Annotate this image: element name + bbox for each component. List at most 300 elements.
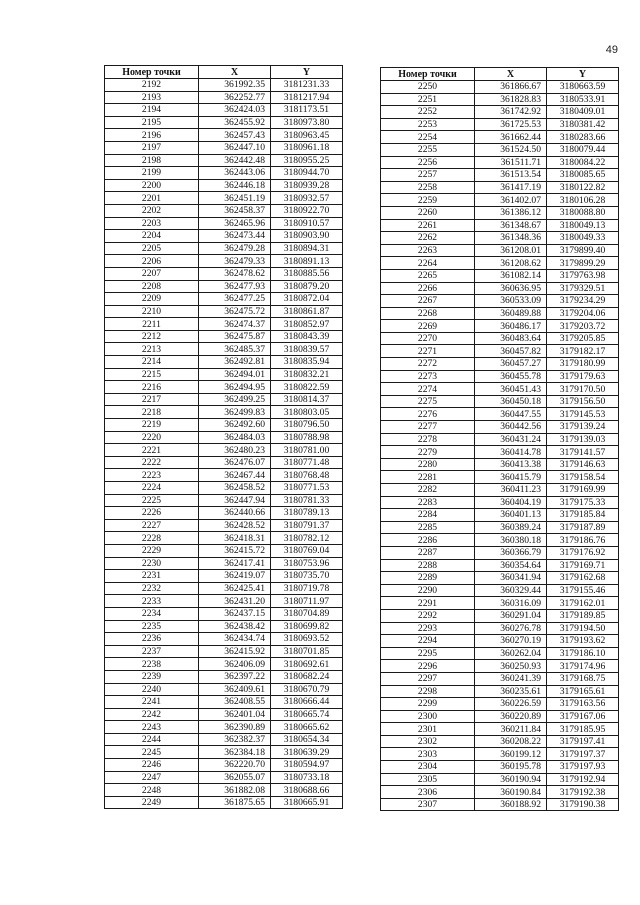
x-coordinate-cell: 362434.74 xyxy=(199,633,271,646)
x-coordinate-cell: 362467.44 xyxy=(199,469,271,482)
point-number-cell: 2282 xyxy=(381,484,475,497)
y-coordinate-cell: 3180822.59 xyxy=(271,381,343,394)
point-number-cell: 2294 xyxy=(381,635,475,648)
y-coordinate-cell: 3179162.68 xyxy=(547,572,619,585)
column-header-point: Номер точки xyxy=(381,68,475,81)
y-coordinate-cell: 3181173.51 xyxy=(271,104,343,117)
y-coordinate-cell: 3179163.56 xyxy=(547,698,619,711)
table-row xyxy=(381,383,619,396)
table-row xyxy=(381,798,619,811)
y-coordinate-cell: 3179176.92 xyxy=(547,546,619,559)
point-number-cell: 2265 xyxy=(381,269,475,282)
point-number-cell: 2231 xyxy=(105,570,199,583)
table-row xyxy=(105,582,343,595)
point-number-cell: 2288 xyxy=(381,559,475,572)
point-number-cell: 2195 xyxy=(105,116,199,129)
y-coordinate-cell: 3180735.70 xyxy=(271,570,343,583)
table-row xyxy=(105,293,343,306)
x-coordinate-cell: 362417.41 xyxy=(199,557,271,570)
table-row xyxy=(381,471,619,484)
x-coordinate-cell: 360270.19 xyxy=(475,635,547,648)
point-number-cell: 2267 xyxy=(381,295,475,308)
y-coordinate-cell: 3180688.66 xyxy=(271,784,343,797)
y-coordinate-cell: 3180699.82 xyxy=(271,620,343,633)
point-number-cell: 2234 xyxy=(105,607,199,620)
table-row xyxy=(105,343,343,356)
x-coordinate-cell: 360389.24 xyxy=(475,521,547,534)
table-row xyxy=(381,320,619,333)
table-row xyxy=(381,131,619,144)
table-row xyxy=(381,433,619,446)
y-coordinate-cell: 3180753.96 xyxy=(271,557,343,570)
point-number-cell: 2233 xyxy=(105,595,199,608)
point-number-cell: 2209 xyxy=(105,293,199,306)
table-row xyxy=(105,670,343,683)
y-coordinate-cell: 3180803.05 xyxy=(271,406,343,419)
x-coordinate-cell: 362443.06 xyxy=(199,167,271,180)
y-coordinate-cell: 3180666.44 xyxy=(271,696,343,709)
x-coordinate-cell: 361402.07 xyxy=(475,194,547,207)
x-coordinate-cell: 362438.42 xyxy=(199,620,271,633)
y-coordinate-cell: 3180771.53 xyxy=(271,482,343,495)
table-row xyxy=(381,408,619,421)
x-coordinate-cell: 360457.82 xyxy=(475,345,547,358)
x-coordinate-cell: 361742.92 xyxy=(475,106,547,119)
y-coordinate-cell: 3180903.90 xyxy=(271,230,343,243)
x-coordinate-cell: 362446.18 xyxy=(199,179,271,192)
y-coordinate-cell: 3179156.50 xyxy=(547,395,619,408)
table-row xyxy=(105,330,343,343)
y-coordinate-cell: 3180692.61 xyxy=(271,658,343,671)
table-row xyxy=(381,169,619,182)
x-coordinate-cell: 360450.18 xyxy=(475,395,547,408)
point-number-cell: 2224 xyxy=(105,482,199,495)
point-number-cell: 2275 xyxy=(381,395,475,408)
x-coordinate-cell: 362480.23 xyxy=(199,444,271,457)
y-coordinate-cell: 3180782.12 xyxy=(271,532,343,545)
x-coordinate-cell: 360533.09 xyxy=(475,295,547,308)
x-coordinate-cell: 362479.33 xyxy=(199,255,271,268)
table-row xyxy=(105,708,343,721)
y-coordinate-cell: 3180894.31 xyxy=(271,242,343,255)
page-number: 49 xyxy=(605,44,618,56)
table-row xyxy=(381,332,619,345)
point-number-cell: 2251 xyxy=(381,93,475,106)
y-coordinate-cell: 3180932.57 xyxy=(271,192,343,205)
point-number-cell: 2260 xyxy=(381,206,475,219)
x-coordinate-cell: 360241.39 xyxy=(475,672,547,685)
x-coordinate-cell: 360291.04 xyxy=(475,609,547,622)
table-row xyxy=(105,129,343,142)
point-number-cell: 2298 xyxy=(381,685,475,698)
x-coordinate-cell: 362479.28 xyxy=(199,242,271,255)
x-coordinate-cell: 362425.41 xyxy=(199,582,271,595)
table-row xyxy=(105,192,343,205)
x-coordinate-cell: 362447.94 xyxy=(199,494,271,507)
table-row xyxy=(105,154,343,167)
x-coordinate-cell: 362494.01 xyxy=(199,368,271,381)
x-coordinate-cell: 360415.79 xyxy=(475,471,547,484)
x-coordinate-cell: 362492.60 xyxy=(199,419,271,432)
y-coordinate-cell: 3180872.04 xyxy=(271,293,343,306)
y-coordinate-cell: 3179192.94 xyxy=(547,773,619,786)
x-coordinate-cell: 362458.37 xyxy=(199,204,271,217)
point-number-cell: 2261 xyxy=(381,219,475,232)
x-coordinate-cell: 360220.89 xyxy=(475,710,547,723)
point-number-cell: 2272 xyxy=(381,358,475,371)
point-number-cell: 2297 xyxy=(381,672,475,685)
y-coordinate-cell: 3180781.00 xyxy=(271,444,343,457)
y-coordinate-cell: 3180796.50 xyxy=(271,419,343,432)
x-coordinate-cell: 361348.36 xyxy=(475,232,547,245)
table-row xyxy=(381,206,619,219)
y-coordinate-cell: 3179186.10 xyxy=(547,647,619,660)
table-row xyxy=(381,546,619,559)
table-row xyxy=(105,141,343,154)
table-row xyxy=(381,395,619,408)
x-coordinate-cell: 362415.92 xyxy=(199,645,271,658)
point-number-cell: 2202 xyxy=(105,204,199,217)
x-coordinate-cell: 362492.81 xyxy=(199,356,271,369)
y-coordinate-cell: 3179175.33 xyxy=(547,496,619,509)
point-number-cell: 2205 xyxy=(105,242,199,255)
x-coordinate-cell: 362055.07 xyxy=(199,771,271,784)
table-row xyxy=(105,784,343,797)
table-row xyxy=(105,570,343,583)
table-row xyxy=(105,544,343,557)
y-coordinate-cell: 3179197.41 xyxy=(547,735,619,748)
point-number-cell: 2303 xyxy=(381,748,475,761)
table-row xyxy=(105,507,343,520)
point-number-cell: 2239 xyxy=(105,670,199,683)
x-coordinate-cell: 362408.55 xyxy=(199,696,271,709)
y-coordinate-cell: 3180922.70 xyxy=(271,204,343,217)
x-coordinate-cell: 360316.09 xyxy=(475,597,547,610)
point-number-cell: 2241 xyxy=(105,696,199,709)
y-coordinate-cell: 3179158.54 xyxy=(547,471,619,484)
point-number-cell: 2252 xyxy=(381,106,475,119)
point-number-cell: 2306 xyxy=(381,786,475,799)
point-number-cell: 2263 xyxy=(381,244,475,257)
x-coordinate-cell: 362499.83 xyxy=(199,406,271,419)
x-coordinate-cell: 361992.35 xyxy=(199,79,271,92)
x-coordinate-cell: 360483.64 xyxy=(475,332,547,345)
point-number-cell: 2194 xyxy=(105,104,199,117)
y-coordinate-cell: 3180769.04 xyxy=(271,544,343,557)
point-number-cell: 2296 xyxy=(381,660,475,673)
y-coordinate-cell: 3180682.24 xyxy=(271,670,343,683)
table-row xyxy=(105,633,343,646)
y-coordinate-cell: 3179169.71 xyxy=(547,559,619,572)
table-row xyxy=(381,194,619,207)
point-number-cell: 2211 xyxy=(105,318,199,331)
x-coordinate-cell: 362220.70 xyxy=(199,759,271,772)
y-coordinate-cell: 3180832.21 xyxy=(271,368,343,381)
y-coordinate-cell: 3179168.75 xyxy=(547,672,619,685)
y-coordinate-cell: 3179170.50 xyxy=(547,383,619,396)
point-number-cell: 2273 xyxy=(381,370,475,383)
y-coordinate-cell: 3180768.48 xyxy=(271,469,343,482)
x-coordinate-cell: 360486.17 xyxy=(475,320,547,333)
x-coordinate-cell: 362252.77 xyxy=(199,91,271,104)
point-number-cell: 2245 xyxy=(105,746,199,759)
y-coordinate-cell: 3180693.52 xyxy=(271,633,343,646)
table-row xyxy=(381,156,619,169)
table-header-row xyxy=(105,66,343,79)
table-row xyxy=(381,307,619,320)
y-coordinate-cell: 3180814.37 xyxy=(271,393,343,406)
x-coordinate-cell: 360442.56 xyxy=(475,421,547,434)
table-row xyxy=(105,494,343,507)
table-row xyxy=(105,318,343,331)
table-row xyxy=(105,431,343,444)
x-coordinate-cell: 362494.95 xyxy=(199,381,271,394)
table-row xyxy=(105,104,343,117)
point-number-cell: 2246 xyxy=(105,759,199,772)
point-number-cell: 2304 xyxy=(381,761,475,774)
point-number-cell: 2300 xyxy=(381,710,475,723)
point-number-cell: 2220 xyxy=(105,431,199,444)
table-row xyxy=(105,519,343,532)
y-coordinate-cell: 3179162.01 xyxy=(547,597,619,610)
x-coordinate-cell: 362424.03 xyxy=(199,104,271,117)
point-number-cell: 2199 xyxy=(105,167,199,180)
y-coordinate-cell: 3180084.22 xyxy=(547,156,619,169)
table-row xyxy=(105,444,343,457)
x-coordinate-cell: 362415.72 xyxy=(199,544,271,557)
y-coordinate-cell: 3180939.28 xyxy=(271,179,343,192)
y-coordinate-cell: 3179167.06 xyxy=(547,710,619,723)
x-coordinate-cell: 362442.48 xyxy=(199,154,271,167)
table-row xyxy=(105,456,343,469)
point-number-cell: 2255 xyxy=(381,143,475,156)
y-coordinate-cell: 3180085.65 xyxy=(547,169,619,182)
x-coordinate-cell: 361513.54 xyxy=(475,169,547,182)
table-row xyxy=(381,723,619,736)
y-coordinate-cell: 3180533.91 xyxy=(547,93,619,106)
table-row xyxy=(381,509,619,522)
y-coordinate-cell: 3180843.39 xyxy=(271,330,343,343)
table-row xyxy=(381,685,619,698)
point-number-cell: 2269 xyxy=(381,320,475,333)
table-row xyxy=(105,406,343,419)
x-coordinate-cell: 362476.07 xyxy=(199,456,271,469)
x-coordinate-cell: 360636.95 xyxy=(475,282,547,295)
table-row xyxy=(381,698,619,711)
y-coordinate-cell: 3180670.79 xyxy=(271,683,343,696)
x-coordinate-cell: 362499.25 xyxy=(199,393,271,406)
y-coordinate-cell: 3181217.94 xyxy=(271,91,343,104)
x-coordinate-cell: 360366.79 xyxy=(475,546,547,559)
y-coordinate-cell: 3180973.80 xyxy=(271,116,343,129)
y-coordinate-cell: 3180122.82 xyxy=(547,181,619,194)
point-number-cell: 2257 xyxy=(381,169,475,182)
table-row xyxy=(381,660,619,673)
table-row xyxy=(105,267,343,280)
table-row xyxy=(381,622,619,635)
point-number-cell: 2301 xyxy=(381,723,475,736)
y-coordinate-cell: 3179146.63 xyxy=(547,458,619,471)
x-coordinate-cell: 362384.18 xyxy=(199,746,271,759)
point-number-cell: 2237 xyxy=(105,645,199,658)
table-row xyxy=(105,179,343,192)
table-row xyxy=(381,761,619,774)
y-coordinate-cell: 3180771.48 xyxy=(271,456,343,469)
y-coordinate-cell: 3179141.57 xyxy=(547,446,619,459)
table-row xyxy=(381,521,619,534)
table-row xyxy=(381,559,619,572)
point-number-cell: 2206 xyxy=(105,255,199,268)
x-coordinate-cell: 360188.92 xyxy=(475,798,547,811)
point-number-cell: 2280 xyxy=(381,458,475,471)
table-row xyxy=(381,295,619,308)
table-row xyxy=(381,106,619,119)
x-coordinate-cell: 361386.12 xyxy=(475,206,547,219)
point-number-cell: 2213 xyxy=(105,343,199,356)
y-coordinate-cell: 3179194.50 xyxy=(547,622,619,635)
point-number-cell: 2219 xyxy=(105,419,199,432)
y-coordinate-cell: 3179197.93 xyxy=(547,761,619,774)
point-number-cell: 2270 xyxy=(381,332,475,345)
x-coordinate-cell: 362465.96 xyxy=(199,217,271,230)
y-coordinate-cell: 3179899.40 xyxy=(547,244,619,257)
table-row xyxy=(381,534,619,547)
table-row xyxy=(105,305,343,318)
point-number-cell: 2192 xyxy=(105,79,199,92)
x-coordinate-cell: 362457.43 xyxy=(199,129,271,142)
y-coordinate-cell: 3179169.99 xyxy=(547,484,619,497)
point-number-cell: 2225 xyxy=(105,494,199,507)
x-coordinate-cell: 360457.27 xyxy=(475,358,547,371)
y-coordinate-cell: 3179193.62 xyxy=(547,635,619,648)
point-number-cell: 2258 xyxy=(381,181,475,194)
table-row xyxy=(381,118,619,131)
point-number-cell: 2307 xyxy=(381,798,475,811)
coordinates-table-right xyxy=(380,67,619,811)
x-coordinate-cell: 362397.22 xyxy=(199,670,271,683)
point-number-cell: 2254 xyxy=(381,131,475,144)
point-number-cell: 2198 xyxy=(105,154,199,167)
x-coordinate-cell: 362409.61 xyxy=(199,683,271,696)
x-coordinate-cell: 360190.94 xyxy=(475,773,547,786)
point-number-cell: 2248 xyxy=(105,784,199,797)
point-number-cell: 2268 xyxy=(381,307,475,320)
x-coordinate-cell: 362431.20 xyxy=(199,595,271,608)
table-row xyxy=(381,597,619,610)
y-coordinate-cell: 3180049.33 xyxy=(547,232,619,245)
y-coordinate-cell: 3179180.99 xyxy=(547,358,619,371)
point-number-cell: 2299 xyxy=(381,698,475,711)
x-coordinate-cell: 361082.14 xyxy=(475,269,547,282)
y-coordinate-cell: 3180381.42 xyxy=(547,118,619,131)
table-row xyxy=(381,93,619,106)
y-coordinate-cell: 3180049.13 xyxy=(547,219,619,232)
y-coordinate-cell: 3179185.95 xyxy=(547,723,619,736)
table-row xyxy=(381,358,619,371)
table-row xyxy=(105,255,343,268)
table-row xyxy=(381,584,619,597)
table-row xyxy=(381,458,619,471)
y-coordinate-cell: 3180852.97 xyxy=(271,318,343,331)
point-number-cell: 2212 xyxy=(105,330,199,343)
y-coordinate-cell: 3180781.33 xyxy=(271,494,343,507)
point-number-cell: 2216 xyxy=(105,381,199,394)
point-number-cell: 2284 xyxy=(381,509,475,522)
x-coordinate-cell: 362419.07 xyxy=(199,570,271,583)
point-number-cell: 2249 xyxy=(105,796,199,809)
x-coordinate-cell: 360451.43 xyxy=(475,383,547,396)
table-row xyxy=(105,683,343,696)
point-number-cell: 2305 xyxy=(381,773,475,786)
point-number-cell: 2264 xyxy=(381,257,475,270)
x-coordinate-cell: 360262.04 xyxy=(475,647,547,660)
y-coordinate-cell: 3179329.51 xyxy=(547,282,619,295)
x-coordinate-cell: 362484.03 xyxy=(199,431,271,444)
table-row xyxy=(105,217,343,230)
point-number-cell: 2227 xyxy=(105,519,199,532)
table-row xyxy=(105,796,343,809)
x-coordinate-cell: 362475.72 xyxy=(199,305,271,318)
y-coordinate-cell: 3179197.37 xyxy=(547,748,619,761)
point-number-cell: 2215 xyxy=(105,368,199,381)
table-row xyxy=(381,421,619,434)
point-number-cell: 2221 xyxy=(105,444,199,457)
y-coordinate-cell: 3179192.38 xyxy=(547,786,619,799)
point-number-cell: 2266 xyxy=(381,282,475,295)
y-coordinate-cell: 3180409.01 xyxy=(547,106,619,119)
y-coordinate-cell: 3179145.53 xyxy=(547,408,619,421)
x-coordinate-cell: 361725.53 xyxy=(475,118,547,131)
x-coordinate-cell: 362428.52 xyxy=(199,519,271,532)
x-coordinate-cell: 362451.19 xyxy=(199,192,271,205)
x-coordinate-cell: 362458.52 xyxy=(199,482,271,495)
table-row xyxy=(105,658,343,671)
y-coordinate-cell: 3179763.98 xyxy=(547,269,619,282)
table-row xyxy=(381,735,619,748)
point-number-cell: 2256 xyxy=(381,156,475,169)
table-row xyxy=(381,257,619,270)
point-number-cell: 2218 xyxy=(105,406,199,419)
x-coordinate-cell: 362401.04 xyxy=(199,708,271,721)
x-coordinate-cell: 360489.88 xyxy=(475,307,547,320)
point-number-cell: 2279 xyxy=(381,446,475,459)
y-coordinate-cell: 3180704.89 xyxy=(271,607,343,620)
x-coordinate-cell: 360411.23 xyxy=(475,484,547,497)
x-coordinate-cell: 362477.25 xyxy=(199,293,271,306)
column-header-x: X xyxy=(475,68,547,81)
point-number-cell: 2292 xyxy=(381,609,475,622)
table-row xyxy=(105,469,343,482)
x-coordinate-cell: 360447.55 xyxy=(475,408,547,421)
coordinates-table-left xyxy=(104,65,343,809)
x-coordinate-cell: 360211.84 xyxy=(475,723,547,736)
table-row xyxy=(381,81,619,94)
table-row xyxy=(105,381,343,394)
x-coordinate-cell: 361524.50 xyxy=(475,143,547,156)
table-row xyxy=(105,721,343,734)
y-coordinate-cell: 3180665.74 xyxy=(271,708,343,721)
point-number-cell: 2291 xyxy=(381,597,475,610)
y-coordinate-cell: 3180733.18 xyxy=(271,771,343,784)
y-coordinate-cell: 3180835.94 xyxy=(271,356,343,369)
table-row xyxy=(381,672,619,685)
y-coordinate-cell: 3179899.29 xyxy=(547,257,619,270)
y-coordinate-cell: 3180839.57 xyxy=(271,343,343,356)
y-coordinate-cell: 3179139.03 xyxy=(547,433,619,446)
x-coordinate-cell: 360226.59 xyxy=(475,698,547,711)
point-number-cell: 2217 xyxy=(105,393,199,406)
y-coordinate-cell: 3180885.56 xyxy=(271,267,343,280)
